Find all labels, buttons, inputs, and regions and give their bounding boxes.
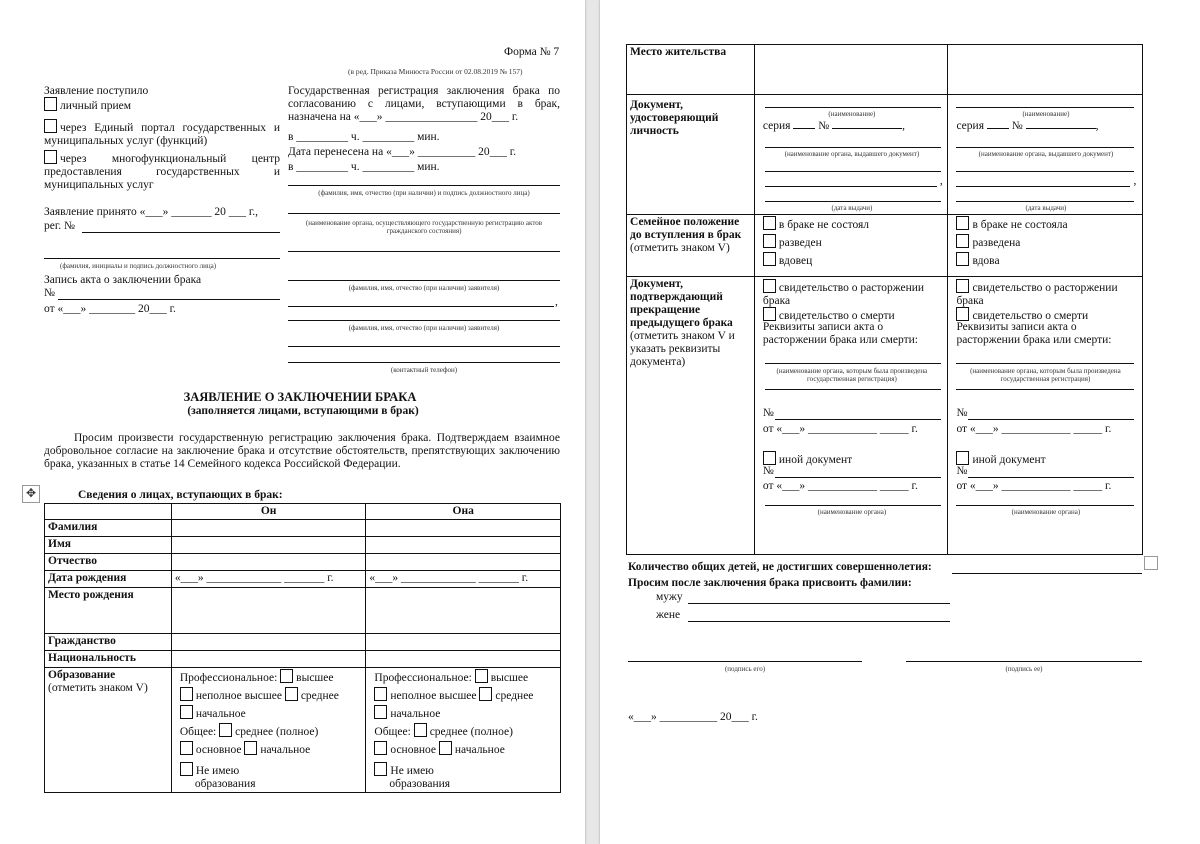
received-mfc: через многофункциональный центр предоставления государственных и муниципальных услуг <box>44 150 280 192</box>
row-id-document: Документ, удостоверяющий личность <box>627 95 755 215</box>
checkbox-she-incomplete[interactable] <box>374 687 387 701</box>
row-birthplace: Место рождения <box>45 588 172 634</box>
checkbox-she-not-married[interactable] <box>956 216 969 230</box>
column-she: Она <box>366 504 561 520</box>
wife-surname-field[interactable] <box>688 621 950 622</box>
registration-time-2: в _________ ч. _________ мин. <box>288 161 440 173</box>
caption-applicant-1: (фамилия, имя, отчество (при наличии) заявителя) <box>348 284 500 292</box>
caption-phone: (контактный телефон) <box>390 366 458 374</box>
table-resize-handle[interactable] <box>1144 556 1158 570</box>
checkbox-portal[interactable] <box>44 119 57 133</box>
education-he: Профессиональное: высшее неполное высшее среднее начальное Общее: среднее (полное) основное начальное Не имею образования <box>171 668 366 793</box>
checkbox-she-basic[interactable] <box>374 741 387 755</box>
received-title: Заявление поступило <box>44 85 149 97</box>
accepted-line: Заявление принято «___» _______ 20 ___ г., <box>44 206 258 218</box>
received-portal: через Единый портал государственных и муниципальных услуг (функций) <box>44 119 280 148</box>
birthdate-she-field[interactable]: «___» _____________ _______ г. <box>366 571 561 588</box>
patronymic-she-field[interactable] <box>366 554 561 571</box>
checkbox-she-higher[interactable] <box>475 669 488 683</box>
checkbox-she-primary[interactable] <box>374 705 387 719</box>
document-page-2 <box>600 0 1200 844</box>
husband-label: мужу <box>656 591 683 603</box>
reg-number-label: рег. № <box>44 220 75 232</box>
surname-she-field[interactable] <box>366 520 561 537</box>
page-title: ЗАЯВЛЕНИЕ О ЗАКЛЮЧЕНИИ БРАКА <box>183 390 417 404</box>
checkbox-she-divorce-cert[interactable] <box>956 279 969 293</box>
row-marital: Семейное положение до вступления в брак (отметить знаком V) <box>627 215 755 277</box>
row-citizenship: Гражданство <box>45 634 172 651</box>
checkbox-he-other-doc[interactable] <box>763 451 776 465</box>
patronymic-he-field[interactable] <box>171 554 366 571</box>
checkbox-she-general-primary[interactable] <box>439 741 452 755</box>
checkbox-he-secondary-full[interactable] <box>219 723 232 737</box>
caption-organ: (наименование органа, осуществляющего государственную регистрацию актов гражданского состояния) <box>305 219 543 235</box>
form-number: Форма № 7 <box>504 46 560 58</box>
name-he-field[interactable] <box>171 537 366 554</box>
signature-his-line[interactable] <box>628 661 862 662</box>
row-patronymic: Отчество <box>45 554 172 571</box>
nationality-she-field[interactable] <box>366 651 561 668</box>
children-label: Количество общих детей, не достигших совершеннолетия: <box>628 561 932 573</box>
surnames-label: Просим после заключения брака присвоить фамилии: <box>628 577 912 589</box>
received-personal: личный прием <box>44 97 131 113</box>
row-name: Имя <box>45 537 172 554</box>
marital-she: в браке не состояла разведена вдова <box>948 215 1143 277</box>
citizenship-she-field[interactable] <box>366 634 561 651</box>
persons-table <box>44 503 561 793</box>
table-move-icon[interactable]: ✥ <box>22 485 40 503</box>
education-she: Профессиональное: высшее неполное высшее среднее начальное Общее: среднее (полное) основное начальное Не имею образования <box>366 668 561 793</box>
name-she-field[interactable] <box>366 537 561 554</box>
birthplace-she-field[interactable] <box>366 588 561 634</box>
residence-he-field[interactable] <box>754 45 948 95</box>
form-edition: (в ред. Приказа Минюста России от 02.08.2019 № 157) <box>348 67 523 76</box>
checkbox-he-primary[interactable] <box>180 705 193 719</box>
record-date: от «___» ________ 20___ г. <box>44 303 176 315</box>
signature-hers-caption: (подпись ее) <box>1005 665 1043 673</box>
record-number: № <box>44 287 55 299</box>
checkbox-he-divorce-cert[interactable] <box>763 279 776 293</box>
checkbox-mfc[interactable] <box>44 150 57 164</box>
marital-he: в браке не состоял разведен вдовец <box>754 215 948 277</box>
checkbox-personal[interactable] <box>44 97 57 111</box>
children-field[interactable] <box>952 573 1142 574</box>
checkbox-he-basic[interactable] <box>180 741 193 755</box>
intro-paragraph: Просим произвести государственную регистрацию заключения брака. Подтверждаем взаимное добровольное согласие на заключение брака и отсутствие обстоятельств, препятствующих заключению брака, указанных в статье 14 Семейного кодекса Российской Федерации. <box>44 432 560 470</box>
surname-he-field[interactable] <box>171 520 366 537</box>
row-birthdate: Дата рождения <box>45 571 172 588</box>
checkbox-she-secondary[interactable] <box>479 687 492 701</box>
details-table <box>626 44 1143 555</box>
prev-doc-he: свидетельство о расторжении брака свидетельство о смерти Реквизиты записи акта о расторжении брака или смерти: (наименование органа, которым была произведена государственная регистрация) № от «___» ____________ _____ г. иной документ № от «___» ____________ _____ г. (наименование органа) <box>754 277 948 555</box>
birthdate-he-field[interactable]: «___» _____________ _______ г. <box>171 571 366 588</box>
row-surname: Фамилия <box>45 520 172 537</box>
prev-doc-she: свидетельство о расторжении брака свидетельство о смерти Реквизиты записи акта о расторжении брака или смерти: (наименование органа, которым была произведена государственная регистрация) № от «___» ____________ _____ г. иной документ № от «___» ____________ _____ г. (наименование органа) <box>948 277 1143 555</box>
id-doc-she: (наименование) серия № , (наименование органа, выдавшего документ) , (дата выдачи) <box>948 95 1143 215</box>
checkbox-she-widow[interactable] <box>956 252 969 266</box>
registration-moved: Дата перенесена на «___» __________ 20___ г. <box>288 146 516 158</box>
checkbox-she-divorced[interactable] <box>956 234 969 248</box>
row-residence: Место жительства <box>627 45 755 95</box>
row-education: Образование (отметить знаком V) <box>45 668 172 793</box>
checkbox-he-incomplete[interactable] <box>180 687 193 701</box>
checkbox-she-secondary-full[interactable] <box>414 723 427 737</box>
checkbox-he-not-married[interactable] <box>763 216 776 230</box>
checkbox-she-none[interactable] <box>374 762 387 776</box>
citizenship-he-field[interactable] <box>171 634 366 651</box>
page-subtitle: (заполняется лицами, вступающими в брак) <box>187 405 419 417</box>
signature-hers-line[interactable] <box>906 661 1142 662</box>
checkbox-she-other-doc[interactable] <box>956 451 969 465</box>
checkbox-he-secondary[interactable] <box>285 687 298 701</box>
caption-applicant-2: (фамилия, имя, отчество (при наличии) заявителя) <box>348 324 500 332</box>
id-doc-he: (наименование) серия № , (наименование органа, выдавшего документ) , (дата выдачи) <box>754 95 948 215</box>
row-nationality: Национальность <box>45 651 172 668</box>
checkbox-he-none[interactable] <box>180 762 193 776</box>
comma: , <box>555 296 558 308</box>
husband-surname-field[interactable] <box>688 603 950 604</box>
checkbox-she-death-cert[interactable] <box>956 307 969 321</box>
persons-heading: Сведения о лицах, вступающих в брак: <box>78 489 283 501</box>
row-prev-doc: Документ, подтверждающий прекращение предыдущего брака (отметить знаком V и указать реквизиты документа) <box>627 277 755 555</box>
registration-time-1: в _________ ч. _________ мин. <box>288 131 440 143</box>
wife-label: жене <box>656 609 681 621</box>
checkbox-he-widower[interactable] <box>763 252 776 266</box>
caption-official-full: (фамилия, имя, отчество (при наличии) и подпись должностного лица) <box>318 189 530 197</box>
birthplace-he-field[interactable] <box>171 588 366 634</box>
checkbox-he-divorced[interactable] <box>763 234 776 248</box>
checkbox-he-death-cert[interactable] <box>763 307 776 321</box>
document-page-1 <box>0 0 585 844</box>
record-title: Запись акта о заключении брака <box>44 274 202 286</box>
signature-his-caption: (подпись его) <box>724 665 766 673</box>
final-date: «___» __________ 20___ г. <box>628 711 758 723</box>
registration-text: Государственная регистрация заключения брака по согласованию с лицами, вступающими в брак, назначена на «___» ________________ 20___ г. <box>288 85 560 123</box>
checkbox-he-general-primary[interactable] <box>244 741 257 755</box>
nationality-he-field[interactable] <box>171 651 366 668</box>
checkbox-he-higher[interactable] <box>280 669 293 683</box>
caption-official: (фамилия, инициалы и подпись должностного лица) <box>60 262 217 270</box>
column-he: Он <box>171 504 366 520</box>
residence-she-field[interactable] <box>948 45 1143 95</box>
